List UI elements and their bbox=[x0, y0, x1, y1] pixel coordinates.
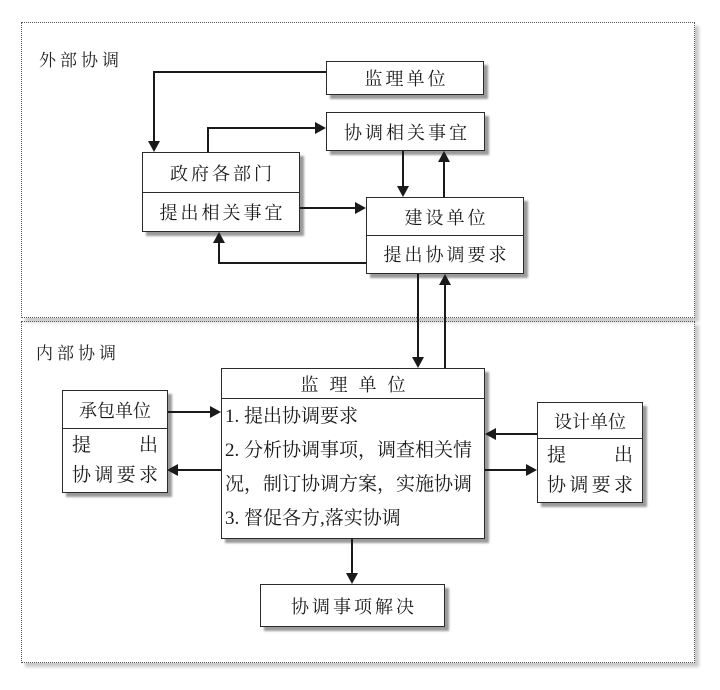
supervision-task-3: 3. 督促各方,落实协调 bbox=[225, 508, 401, 529]
contractor-note-line2: 协调要求 bbox=[72, 465, 158, 486]
government-departments-note: 提出相关事宜 bbox=[159, 202, 286, 223]
design-unit-box bbox=[537, 402, 643, 503]
design-unit-note bbox=[538, 439, 642, 501]
design-note-line2: 协调要求 bbox=[547, 475, 633, 496]
internal-supervision-unit-title: 监理单位 bbox=[222, 369, 484, 399]
related-matters-title: 协调相关事宜 bbox=[344, 122, 470, 143]
construction-unit-box bbox=[366, 197, 524, 274]
contractor-unit-title: 承包单位 bbox=[63, 391, 167, 429]
design-note-line1: 提 出 bbox=[547, 445, 633, 466]
external-supervision-unit-box bbox=[326, 61, 484, 95]
internal-section-label: 内部协调 bbox=[36, 344, 120, 363]
internal-supervision-task-list bbox=[222, 399, 484, 536]
contractor-note-line1: 提 出 bbox=[72, 435, 158, 456]
internal-supervision-unit-box bbox=[221, 368, 485, 539]
construction-unit-note: 提出协调要求 bbox=[383, 245, 510, 265]
construction-unit-title: 建设单位 bbox=[367, 198, 523, 236]
matters-resolved-box bbox=[260, 584, 445, 627]
external-section-label: 外部协调 bbox=[39, 51, 123, 70]
government-departments-box bbox=[142, 152, 300, 232]
supervision-task-1: 1. 提出协调要求 bbox=[225, 406, 359, 427]
supervision-task-2: 2. 分析协调事项，调查相关情况，制订协调方案，实施协调 bbox=[225, 440, 473, 495]
matters-resolved-title: 协调事项解决 bbox=[291, 596, 417, 617]
external-supervision-unit-title: 监理单位 bbox=[364, 69, 449, 89]
government-departments-title: 政府各部门 bbox=[143, 153, 299, 193]
design-unit-title: 设计单位 bbox=[538, 403, 642, 439]
related-matters-box bbox=[326, 112, 485, 151]
contractor-unit-note bbox=[63, 429, 167, 491]
contractor-unit-box bbox=[62, 390, 168, 493]
